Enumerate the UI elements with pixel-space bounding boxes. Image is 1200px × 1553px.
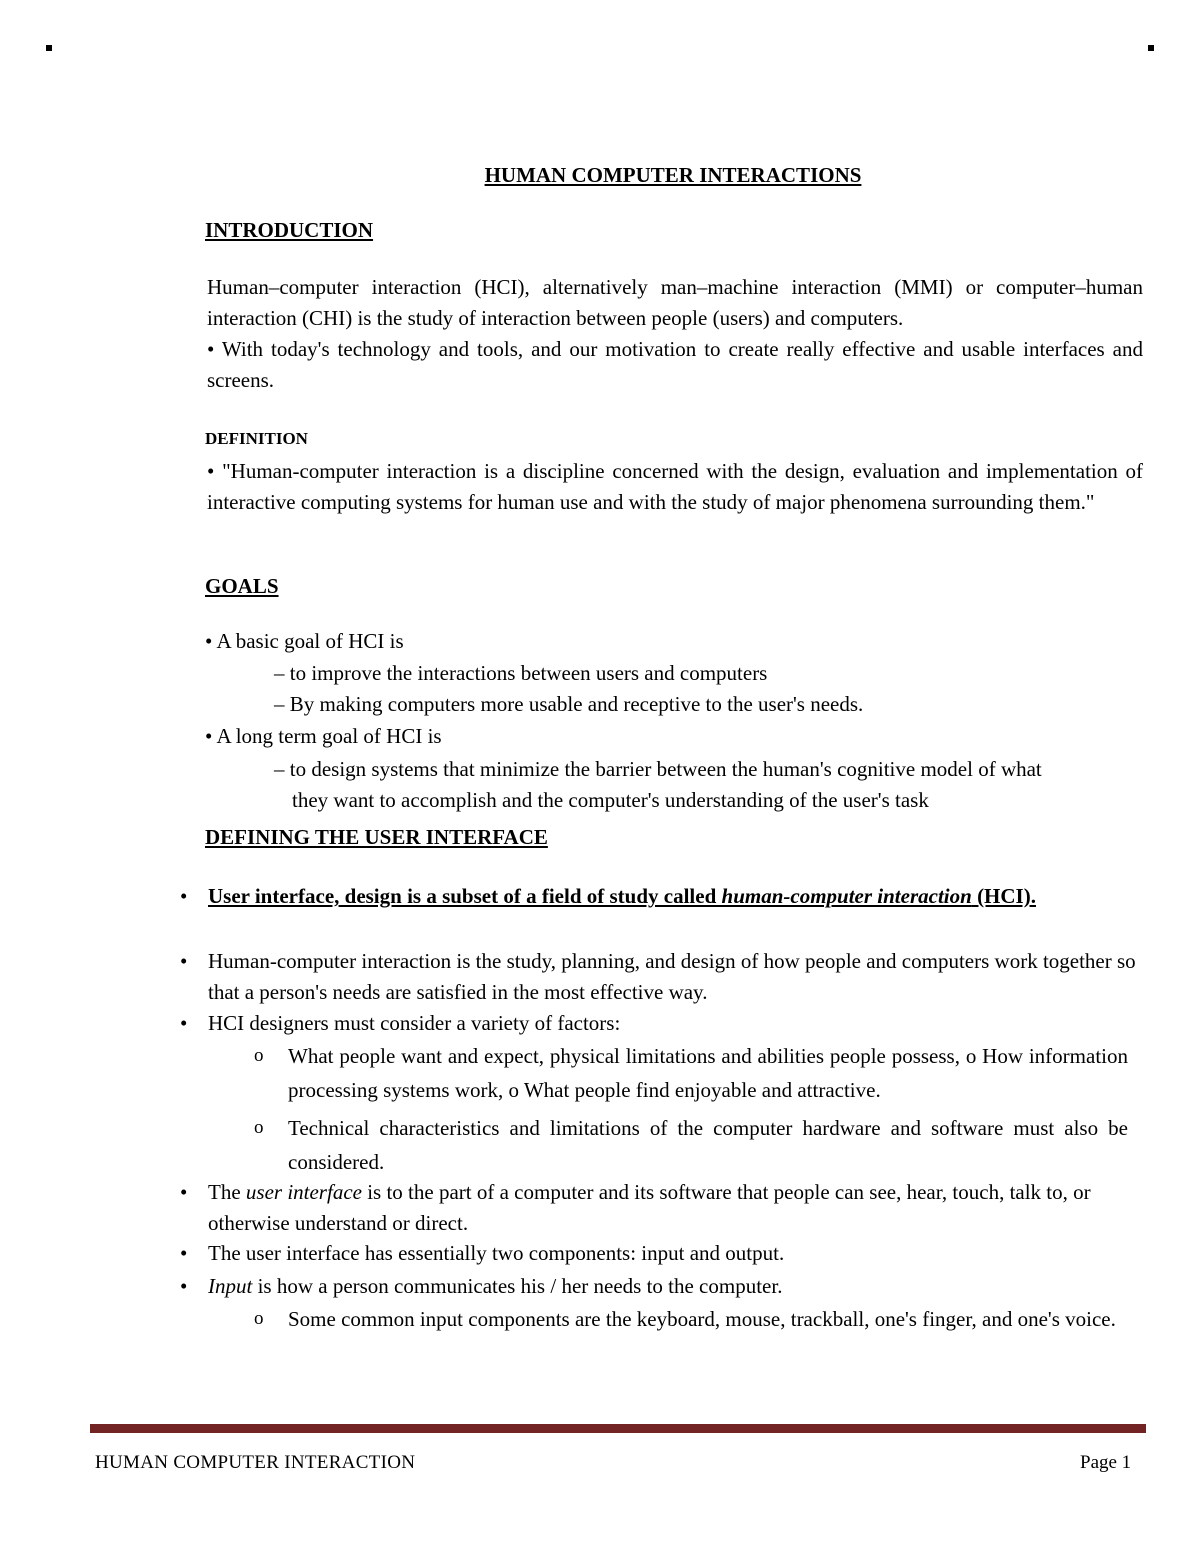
sub-bullet-marker: o: [254, 1045, 264, 1066]
definition-heading: DEFINITION: [205, 429, 308, 448]
ui-def-term: user interface: [245, 1180, 362, 1204]
goal-bullet-longterm: • A long term goal of HCI is: [205, 724, 442, 748]
hci-factors-item: HCI designers must consider a variety of factors:: [208, 1011, 621, 1035]
ui-components-item: The user interface has essentially two components: input and output.: [208, 1241, 785, 1265]
goal-dash-improve: – to improve the interactions between users and computers: [274, 661, 768, 685]
introduction-paragraph: Human–computer interaction (HCI), alternatively man–machine interaction (MMI) or computer–human interaction (CHI) is the study of interaction between people (users) and computers.: [207, 275, 1143, 330]
bullet-marker: •: [180, 949, 188, 973]
goal-bullet-basic: • A basic goal of HCI is: [205, 629, 404, 653]
goal-dash-usable: – By making computers more usable and receptive to the user's needs.: [274, 692, 864, 716]
bullet-marker: •: [180, 1011, 188, 1035]
bullet-marker: •: [180, 1180, 188, 1204]
ui-subset-statement: [208, 881, 1144, 912]
sub-bullet-marker: o: [254, 1117, 264, 1138]
goal-dash-design-line2: they want to accomplish and the computer's understanding of the user's task: [292, 788, 929, 812]
document-title: HUMAN COMPUTER INTERACTIONS: [484, 163, 862, 187]
ui-subset-text: User interface, design is a subset of a field of study called: [208, 884, 722, 908]
sub-bullet-marker: o: [254, 1308, 264, 1329]
user-interface-definition-item: [208, 1177, 1144, 1239]
footer-rule: [90, 1424, 1146, 1433]
input-def-rest: is how a person communicates his / her needs to the computer.: [252, 1274, 783, 1298]
input-term: Input: [208, 1274, 253, 1298]
bullet-marker: •: [180, 1274, 188, 1298]
input-components-item: Some common input components are the keyboard, mouse, trackball, one's finger, and one's voice.: [288, 1307, 1116, 1331]
corner-mark-right: [1148, 45, 1154, 51]
introduction-heading: INTRODUCTION: [205, 218, 374, 242]
introduction-bullet: • With today's technology and tools, and our motivation to create really effective and usable interfaces and screens.: [207, 337, 1143, 392]
definition-text: • "Human-computer interaction is a discipline concerned with the design, evaluation and implementation of interactive computing systems for human use and with the study of major phenomena surrounding them.": [207, 459, 1143, 514]
corner-mark-left: [46, 45, 52, 51]
bullet-marker: •: [180, 1241, 188, 1265]
goal-dash-design-line1: – to design systems that minimize the barrier between the human's cognitive model of what: [274, 757, 1042, 781]
bullet-marker: •: [180, 884, 188, 908]
factor-technical-item: Technical characteristics and limitations of the computer hardware and software must also be considered.: [288, 1116, 1128, 1174]
ui-def-lead: The: [208, 1180, 246, 1204]
footer-document-name: HUMAN COMPUTER INTERACTION: [95, 1452, 416, 1473]
ui-subset-emphasis: human-computer interaction: [721, 884, 972, 908]
hci-study-item: Human-computer interaction is the study, planning, and design of how people and computers work together so that a person's needs are satisfied in the most effective way.: [208, 949, 1136, 1004]
defining-ui-heading: DEFINING THE USER INTERFACE: [205, 825, 548, 849]
goals-heading: GOALS: [205, 574, 279, 598]
footer-page-number: Page 1: [1080, 1452, 1132, 1473]
ui-def-rest: is to the part of a computer and its software that people can see, hear, touch, talk to, or otherwise understand or direct.: [208, 1180, 1091, 1235]
factor-people-item: What people want and expect, physical limitations and abilities people possess, o How information processing systems work, o What people find enjoyable and attractive.: [288, 1044, 1128, 1102]
input-definition-item: [208, 1271, 1144, 1302]
ui-subset-abbrev: (HCI).: [971, 884, 1036, 908]
